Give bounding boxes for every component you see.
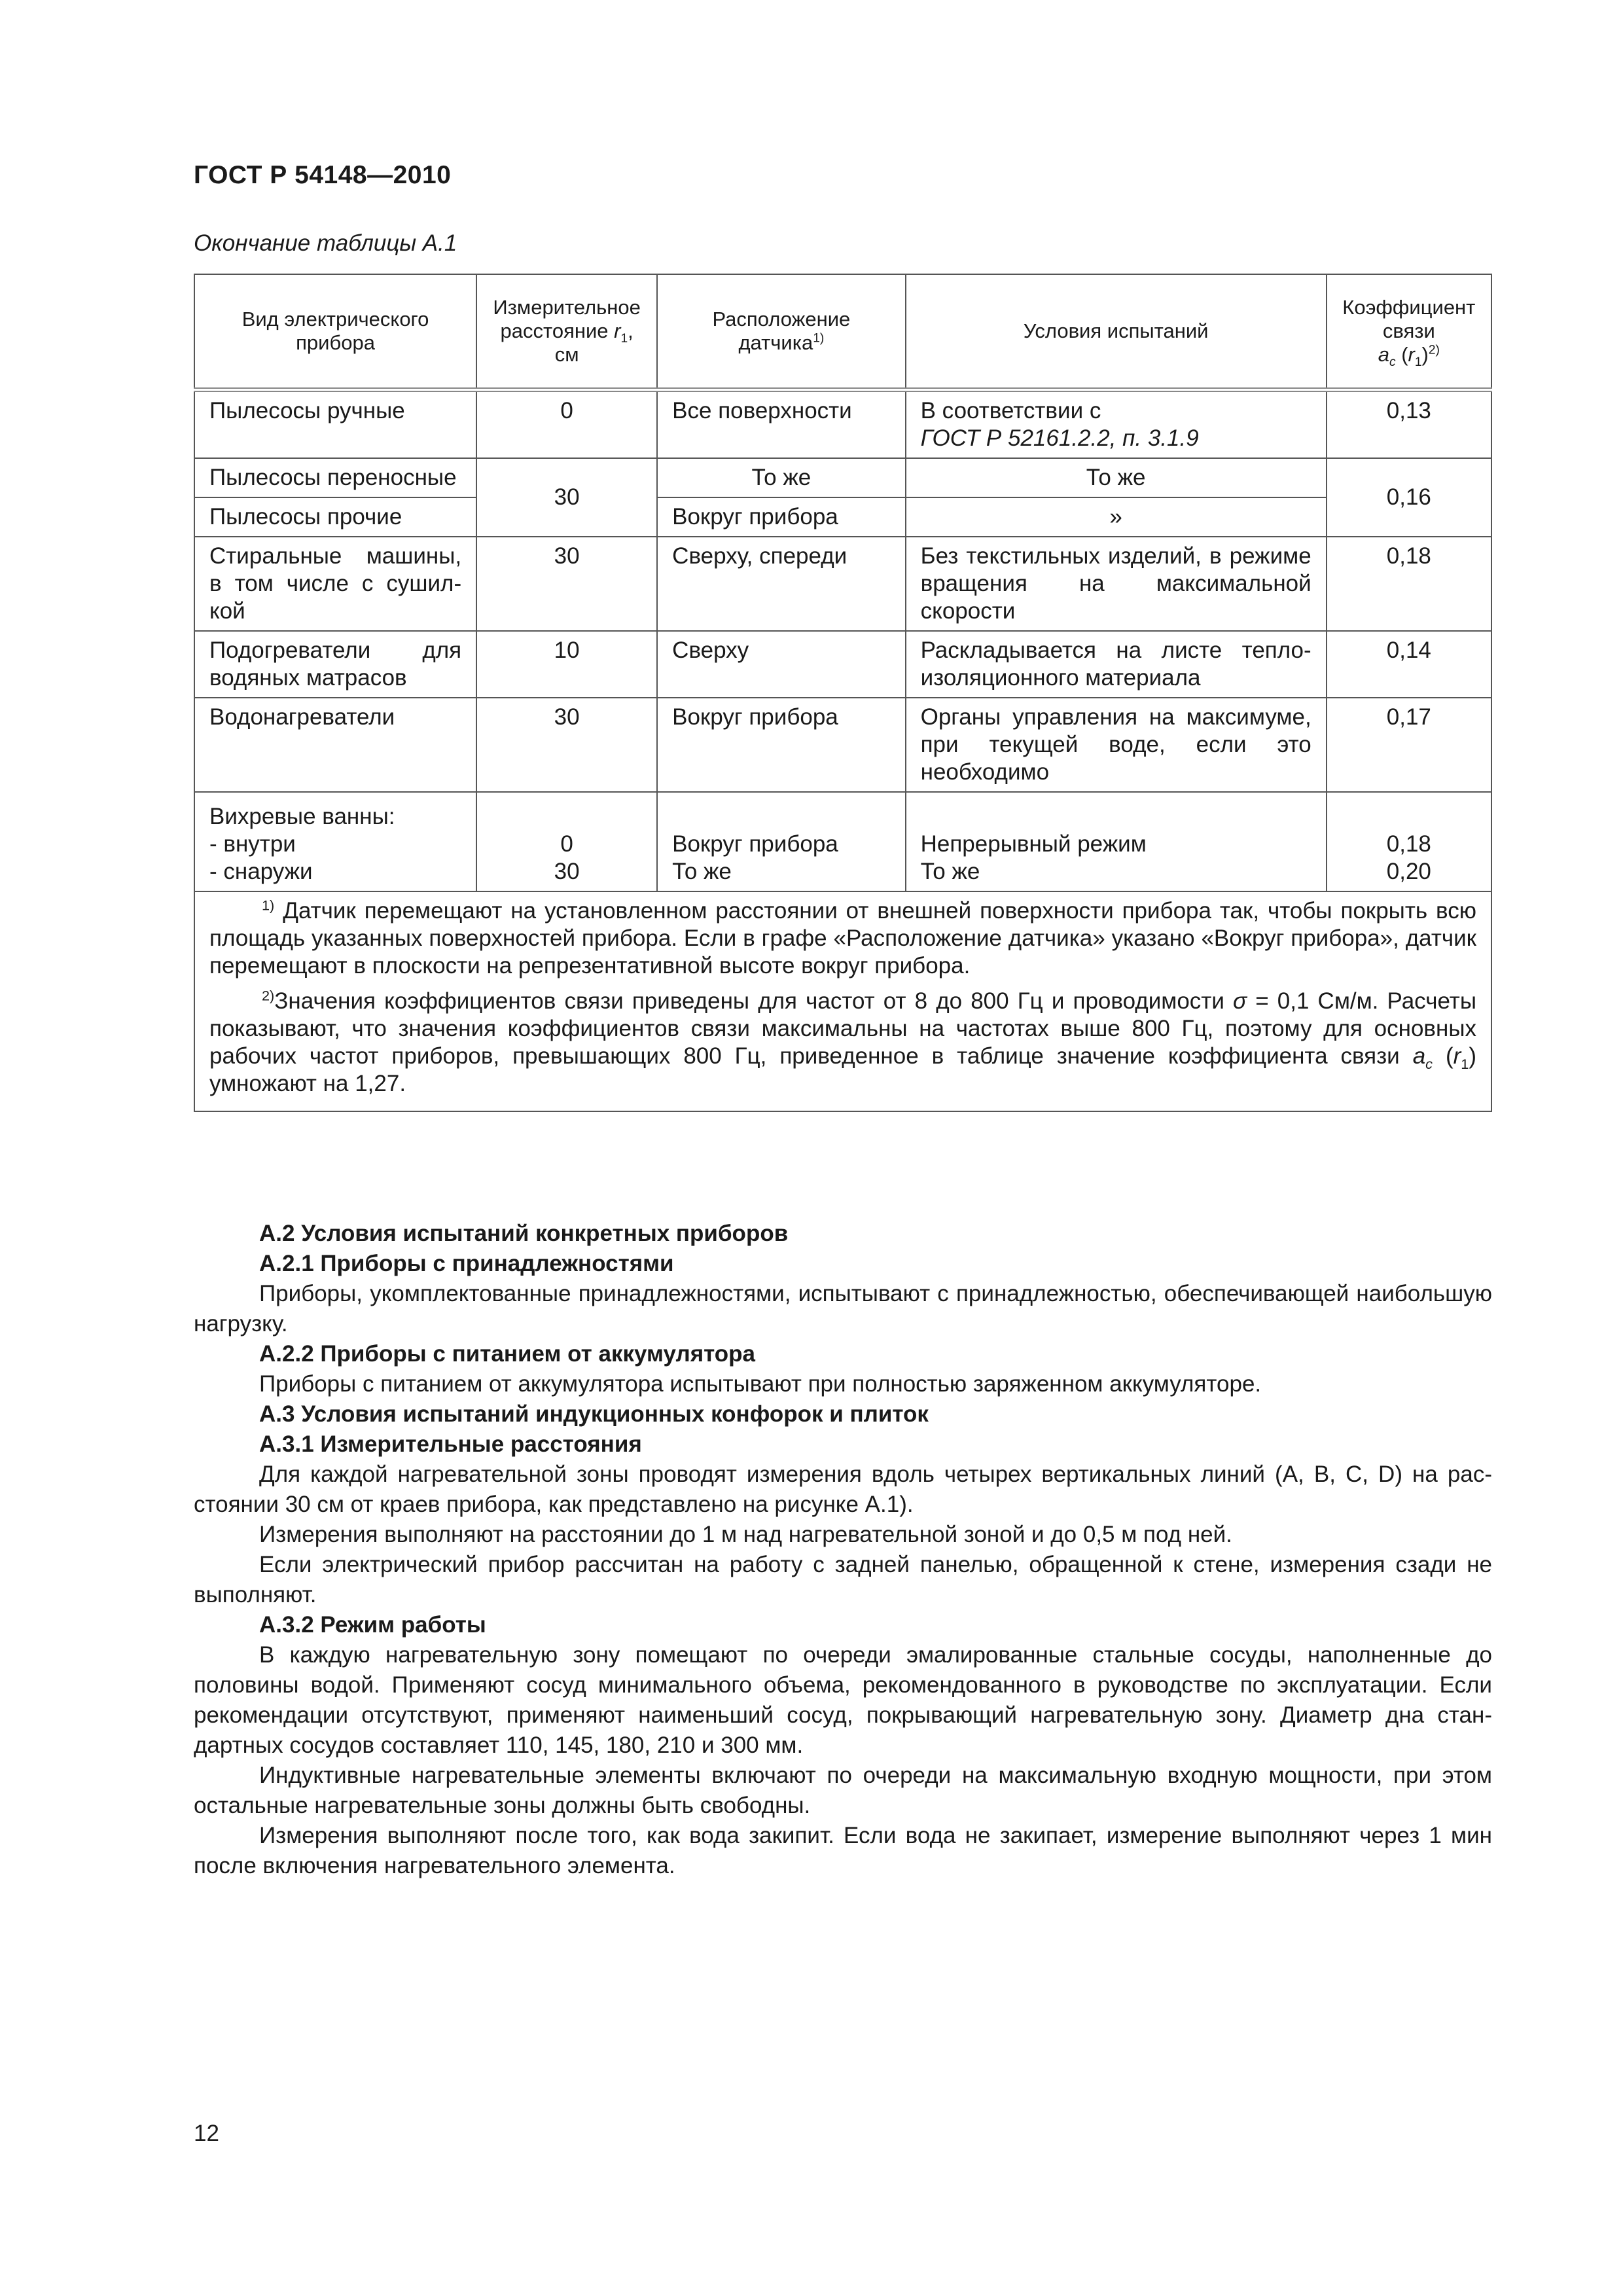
- cell-coefficient: 0,16: [1327, 458, 1491, 537]
- cell-conditions: Без текстильных изделий, в режиме вращения на максимальной скорости: [906, 537, 1327, 631]
- cell-coefficient: 0,18: [1327, 537, 1491, 631]
- cell-device: Пылесосы переносные: [194, 458, 476, 497]
- paragraph: Измерения выполняют на расстоянии до 1 м над нагревательной зоной и до 0,5 м под ней.: [259, 1522, 1232, 1547]
- cell-conditions: Непрерывный режим То же: [906, 792, 1327, 891]
- section-heading-a2: А.2 Условия испытаний конкретных приборов: [259, 1221, 789, 1246]
- document-title: ГОСТ Р 54148—2010: [194, 161, 452, 189]
- section-heading-a31: А.3.1 Измерительные расстояния: [259, 1431, 642, 1457]
- cell-device: Пылесосы прочие: [194, 497, 476, 537]
- cell-sensor: Вокруг прибора: [657, 698, 905, 792]
- cell-conditions: »: [906, 497, 1327, 537]
- cell-conditions: В соответствии с ГОСТ Р 52161.2.2, п. 3.1.9: [906, 390, 1327, 459]
- table-row: [194, 631, 1491, 698]
- paragraph: Приборы с питанием от аккумулятора испытывают при полностью заряженном аккумуляторе.: [259, 1371, 1262, 1397]
- appliance-coefficient-table: [194, 274, 1492, 1112]
- cell-device: Подогреватели для водяных матрасов: [194, 631, 476, 698]
- cell-sensor: Сверху: [657, 631, 905, 698]
- cell-distance: 30: [476, 537, 657, 631]
- cell-conditions: Раскладывается на листе теплоизоляционного материала: [906, 631, 1327, 698]
- cell-sensor: Вокруг прибора То же: [657, 792, 905, 891]
- column-header-distance: Измерительное расстояние $r_1$, см: [476, 274, 657, 390]
- table-header-row: [194, 274, 1491, 390]
- cell-coefficient: 0,17: [1327, 698, 1491, 792]
- table-row: [194, 537, 1491, 631]
- cell-coefficient: 0,13: [1327, 390, 1491, 459]
- section-heading-a21: А.2.1 Приборы с принадлежностями: [259, 1251, 674, 1276]
- footnote-2: $^{2)}$Значения коэффициентов связи приведены для частот от 8 до 800 Гц и проводимости σ = 0,1 См/м. Расчеты показывают, что значения коэффициентов связи максимальны на частотах выше 800 Гц, поэтому для основных рабочих частот приборов, превышающих 800 Гц, приведенное в таблице значение коэффициента связи $a_c$ $(r_1)$ умножают на 1,27.: [209, 987, 1476, 1096]
- document-body: [194, 1219, 1492, 1881]
- cell-conditions: То же: [906, 458, 1327, 497]
- table-notes-row: [194, 891, 1491, 1111]
- cell-sensor: Вокруг прибора: [657, 497, 905, 537]
- section-heading-a3: А.3 Условия испытаний индукционных конфорок и плиток: [259, 1401, 929, 1427]
- cell-distance: 30: [476, 458, 657, 537]
- cell-distance: 0: [476, 390, 657, 459]
- table-row: [194, 390, 1491, 459]
- cell-distance: 30: [476, 698, 657, 792]
- page-number: 12: [194, 2121, 219, 2146]
- cell-device: Стиральные машины, в том числе с сушилкой: [194, 537, 476, 631]
- column-header-conditions: Условия испытаний: [906, 274, 1327, 390]
- paragraph: Для каждой нагревательной зоны проводят измерения вдоль четырех вертикальных линий (А, В, С, D) на расстоянии 30 см от краев прибора, как представлено на рисунке А.1).: [194, 1462, 1492, 1517]
- cell-conditions: Органы управления на максимуме, при текущей воде, если это необходимо: [906, 698, 1327, 792]
- paragraph: Измерения выполняют после того, как вода закипит. Если вода не закипает, измерение выполняют через 1 мин после включения нагревательного элемента.: [194, 1823, 1492, 1878]
- paragraph: Приборы, укомплектованные принадлежностями, испытывают с принадлежностью, обеспечивающей наибольшую нагрузку.: [194, 1281, 1492, 1336]
- table-caption: Окончание таблицы А.1: [194, 230, 457, 256]
- table-row: [194, 497, 1491, 537]
- paragraph: Если электрический прибор рассчитан на работу с задней панелью, обращенной к стене, измерения сзади не выполняют.: [194, 1552, 1492, 1607]
- section-heading-a22: А.2.2 Приборы с питанием от аккумулятора: [259, 1341, 756, 1367]
- cell-device: Водонагреватели: [194, 698, 476, 792]
- table-row: [194, 792, 1491, 891]
- cell-sensor: То же: [657, 458, 905, 497]
- column-header-sensor: Расположение датчика$^{1)}$: [657, 274, 905, 390]
- cell-coefficient: 0,14: [1327, 631, 1491, 698]
- cell-device: Вихревые ванны: - внутри - снаружи: [194, 792, 476, 891]
- cell-sensor: Сверху, спереди: [657, 537, 905, 631]
- cell-distance: 0 30: [476, 792, 657, 891]
- column-header-coefficient: Коэффициент связи $a_c$ $(r_1)^{2)}$: [1327, 274, 1491, 390]
- column-header-device: Вид электрического прибора: [194, 274, 476, 390]
- paragraph: В каждую нагревательную зону помещают по очереди эмалированные стальные сосуды, наполненные до половины водой. Применяют сосуд минимального объема, рекомендованного в руководстве по эксплуатации. Если рекомендации отсутствуют, применяют наименьший сосуд, покрывающий нагревательную зону. Диаметр дна стандартных сосудов составляет 110, 145, 180, 210 и 300 мм.: [194, 1642, 1492, 1758]
- table-row: [194, 458, 1491, 497]
- paragraph: Индуктивные нагревательные элементы включают по очереди на максимальную входную мощности, при этом остальные нагревательные зоны должны быть свободны.: [194, 1763, 1492, 1818]
- section-heading-a32: А.3.2 Режим работы: [259, 1612, 486, 1638]
- cell-sensor: Все поверхности: [657, 390, 905, 459]
- cell-device: Пылесосы ручные: [194, 390, 476, 459]
- footnote-1: $^{1)}$ Датчик перемещают на установленном расстоянии от внешней поверхности прибора так, чтобы покрыть всю площадь указанных поверхностей прибора. Если в графе «Расположение датчика» указано «Вокруг прибора», датчик перемещают в плоскости на репрезентативной высоте вокруг прибора.: [209, 897, 1476, 978]
- table-row: [194, 698, 1491, 792]
- table-footnotes: [194, 891, 1491, 1111]
- cell-coefficient: 0,18 0,20: [1327, 792, 1491, 891]
- cell-distance: 10: [476, 631, 657, 698]
